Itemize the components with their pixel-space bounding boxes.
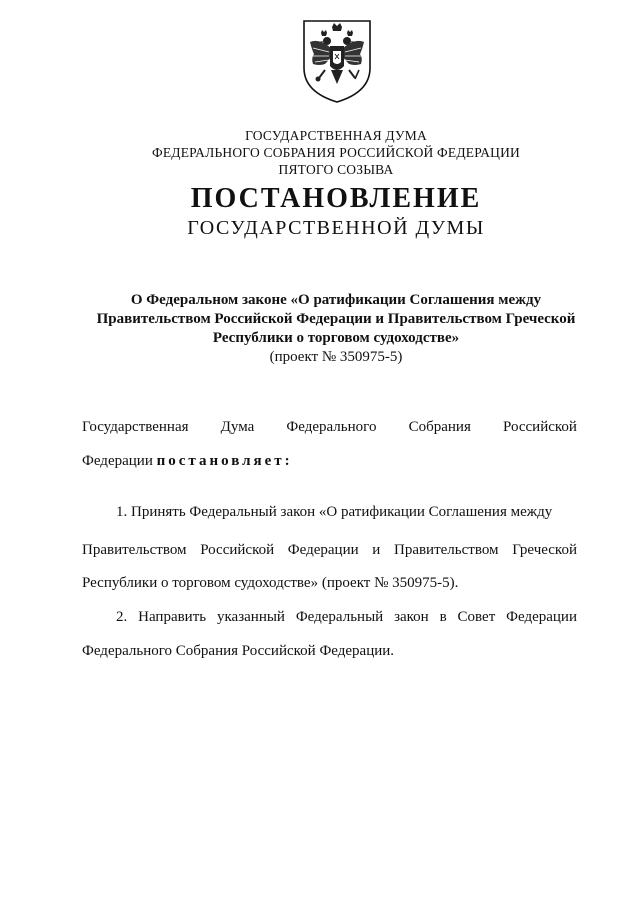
item1-word: Правительством: [393, 542, 499, 558]
item2-word: Направить: [138, 609, 207, 625]
document-title: ПОСТАНОВЛЕНИЕ: [190, 183, 482, 214]
item2-word: закон: [394, 609, 429, 625]
item2-word: в: [439, 609, 447, 625]
preamble-word: Федерального: [286, 419, 377, 435]
item2-word: указанный: [216, 609, 285, 625]
document-subtitle: ГОСУДАРСТВЕННОЙ ДУМЫ: [187, 217, 485, 239]
item1-word: и: [372, 542, 381, 558]
item1-word: Правительством: [82, 542, 187, 558]
item1-word: Греческой: [512, 542, 577, 558]
preamble-action: постановляет:: [156, 453, 293, 469]
double-headed-eagle-icon: [301, 18, 373, 104]
preamble-word: Российской: [503, 419, 577, 435]
header-line-duma: ГОСУДАРСТВЕННАЯ ДУМА: [245, 128, 427, 143]
header-line-convocation: ПЯТОГО СОЗЫВА: [278, 162, 394, 177]
item1-word: Российской: [200, 542, 275, 558]
preamble-start: Федерации: [82, 453, 153, 469]
subject-line-1: О Федеральном законе «О ратификации Соглашения между: [130, 292, 542, 308]
preamble-line-1: [82, 418, 577, 437]
resolution-subject: [60, 291, 612, 348]
subject-line-2: Правительством Российской Федерации и Правительством Греческой: [96, 311, 576, 327]
header-line-federal-assembly: ФЕДЕРАЛЬНОГО СОБРАНИЯ РОССИЙСКОЙ ФЕДЕРАЦИИ: [152, 145, 520, 160]
item2-word: Федерации: [506, 609, 577, 625]
item2-word: Совет: [457, 609, 496, 625]
state-emblem: [301, 18, 373, 104]
project-number: (проект № 350975-5): [269, 349, 403, 365]
preamble-word: Собрания: [408, 419, 471, 435]
item2-word: Федеральный: [295, 609, 384, 625]
preamble-line-2: [82, 452, 293, 471]
item1-line-1: 1. Принять Федеральный закон «О ратификации Соглашения между: [116, 504, 553, 520]
item2-word: 2.: [116, 609, 128, 625]
item2-line-1: [116, 608, 577, 627]
item2-line-2: Федерального Собрания Российской Федерации.: [82, 643, 395, 659]
preamble-word: Дума: [220, 419, 255, 435]
subject-line-3: Республики о торговом судоходстве»: [212, 330, 460, 346]
item1-line-2: [82, 541, 577, 560]
item1-line-3: Республики о торговом судоходстве» (проект № 350975-5).: [82, 575, 459, 591]
item1-word: Федерации: [287, 542, 359, 558]
preamble-word: Государственная: [82, 419, 189, 435]
